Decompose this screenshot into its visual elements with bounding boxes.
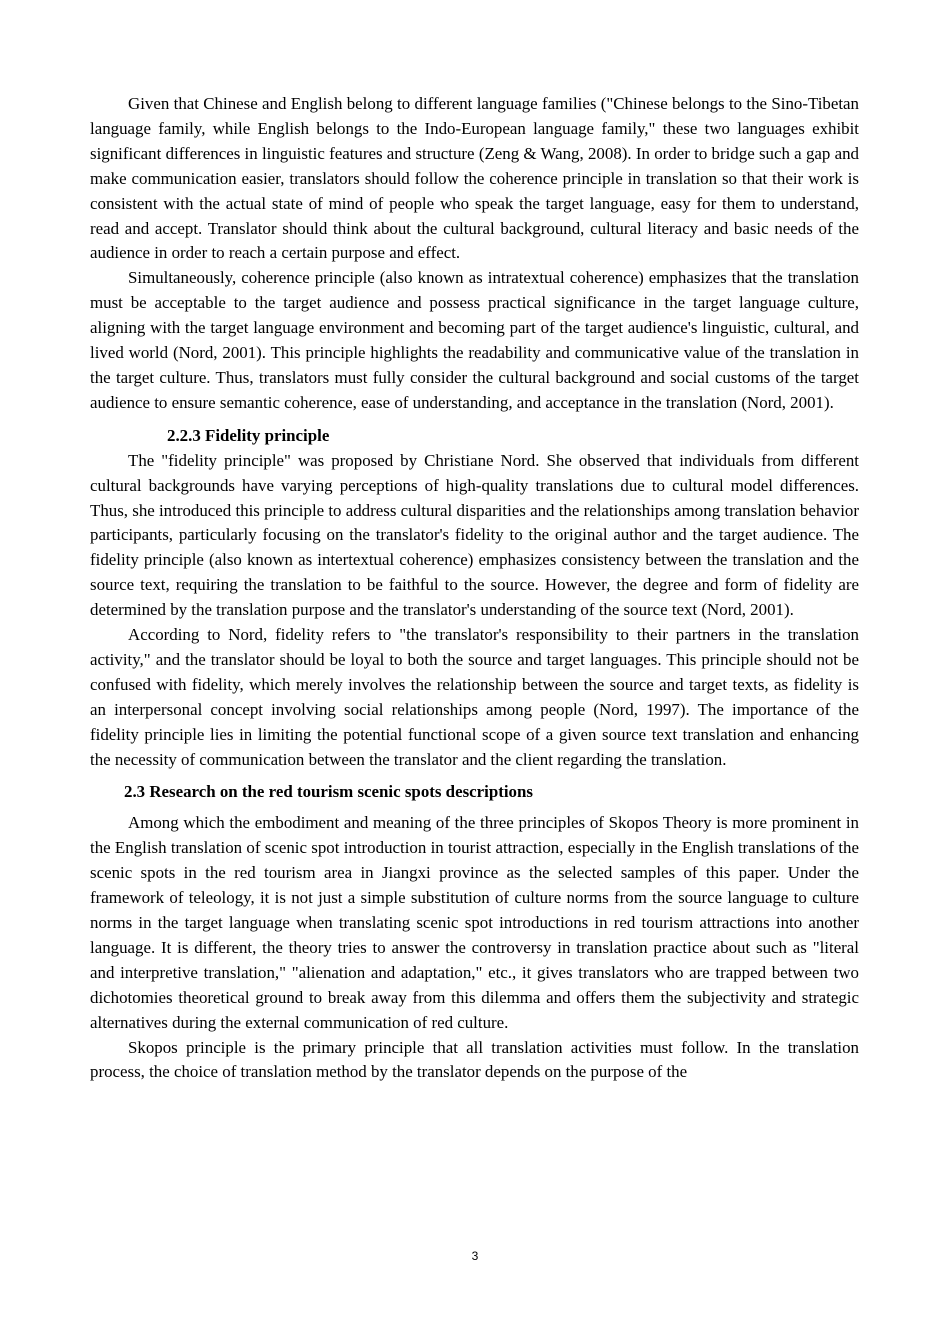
- paragraph: According to Nord, fidelity refers to "the translator's responsibility to their partners in the translation activity," and the translator should be loyal to both the source and target languages. This principle should not be confused with fidelity, which merely involves the relationship between the source and target texts, as fidelity is an interpersonal concept involving social relationships among people (Nord, 1997). The importance of the fidelity principle lies in limiting the potential functional scope of a given source text translation and enhancing the necessity of communication between the translator and the client regarding the translation.: [90, 625, 859, 769]
- paragraph: Given that Chinese and English belong to different language families ("Chinese belongs to the Sino-Tibetan language family, while English belongs to the Indo-European language family," these two languages exhibit significant differences in linguistic features and structure (Zeng & Wang, 2008). In order to bridge such a gap and make communication easier, translators should follow the coherence principle in translation so that their work is consistent with the actual state of mind of people who speak the target language, easy for them to understand, read and accept. Translator should think about the cultural background, cultural literacy and basic needs of the audience in order to reach a certain purpose and effect.: [90, 94, 859, 263]
- section-heading-2-2-3: 2.2.3 Fidelity principle: [167, 425, 330, 445]
- paragraph: Skopos principle is the primary principle that all translation activities must follow. In the translation process, the choice of translation method by the translator depends on the purpose of the: [90, 1037, 859, 1082]
- section-heading-2-3: 2.3 Research on the red tourism scenic spots descriptions: [124, 782, 533, 802]
- paragraph: Among which the embodiment and meaning of the three principles of Skopos Theory is more prominent in the English translation of scenic spot introduction in tourist attraction, especially in the English translations of the scenic spots in the red tourism area in Jiangxi province as the selected samples of this paper. Under the framework of teleology, it is not just a simple substitution of culture norms from the source language to culture norms in the target language when translating scenic spot introductions in red tourism attractions into another language. It is different, the theory tries to answer the controversy in translation practice about such as "literal and interpretive translation," "alienation and adaptation," etc., it gives translators who are trapped between two dichotomies theoretical ground to break away from this dilemma and offers them the subjectivity and strategic alternatives during the external communication of red culture.: [90, 813, 859, 1032]
- paragraph: Simultaneously, coherence principle (also known as intratextual coherence) emphasizes that the translation must be acceptable to the target audience and possess practical significance in the target language culture, aligning with the target language environment and becoming part of the target audience's linguistic, cultural, and lived world (Nord, 2001). This principle highlights the readability and communicative value of the translation in the target culture. Thus, translators must fully consider the cultural background and social customs of the target audience to ensure semantic coherence, ease of understanding, and acceptance in the translation (Nord, 2001).: [90, 268, 859, 412]
- document-page: [90, 92, 859, 1085]
- page-number: 3: [471, 1249, 479, 1263]
- paragraph: The "fidelity principle" was proposed by Christiane Nord. She observed that individuals from different cultural backgrounds have varying perceptions of high-quality translations due to cultural model differences. Thus, she introduced this principle to address cultural disparities and the relationships among translation behavior participants, particularly focusing on the translator's fidelity to the original author and the target audience. The fidelity principle (also known as intertextual coherence) emphasizes consistency between the translation and the source text, requiring the translation to be faithful to the source. However, the degree and form of fidelity are determined by the translation purpose and the translator's understanding of the source text (Nord, 2001).: [90, 450, 859, 620]
